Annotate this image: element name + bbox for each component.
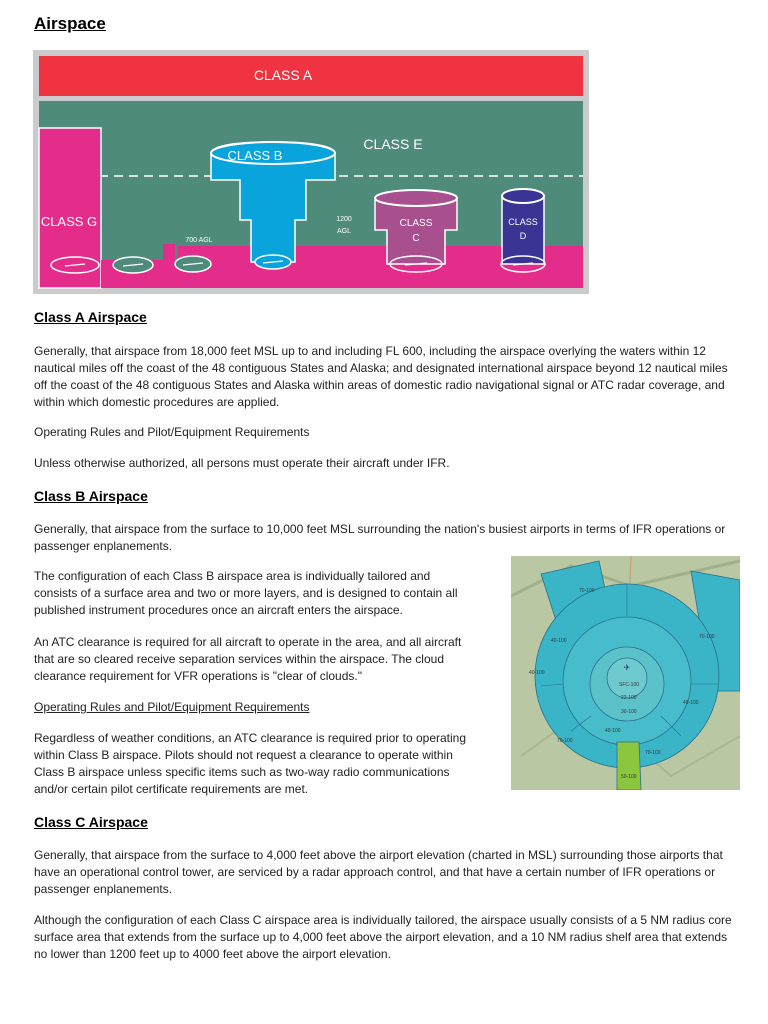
agl-1200-label-line2: AGL <box>336 228 352 235</box>
class-c-shape <box>375 198 457 264</box>
agl-700-label: 700 AGL <box>185 237 213 244</box>
agl-1200-label-line1: 1200 <box>336 216 352 223</box>
map-label: 70-100 <box>699 634 715 640</box>
map-label: 40-100 <box>605 728 621 734</box>
airport-symbol-icon: ✈ <box>623 663 631 672</box>
class-b-paragraph-2: The configuration of each Class B airspace area is individually tailored and consists of a surface area and two or more layers, and is designed to contain all published instrument procedures once an aircraft enters the airspace. <box>34 569 458 617</box>
class-a-paragraph-1: Generally, that airspace from 18,000 feet MSL up to and including FL 600, including the airspace overlying the waters within 12 nautical miles off the coast of the 48 contiguous States and Alaska; and designated international airspace beyond 12 nautical miles off the coast of the 48 contiguous States and Alaska within areas of domestic radio navigational signal or ATC radar coverage, and within which domestic procedures are applied. <box>34 344 728 409</box>
class-e-label: CLASS E <box>363 136 423 152</box>
map-label: 70-100 <box>645 750 661 756</box>
class-b-paragraph-1: Generally, that airspace from the surface to 10,000 feet MSL surrounding the nation's busiest airports in terms of IFR operations or passenger enplanements. <box>34 522 726 553</box>
class-g-block <box>39 128 101 288</box>
class-a-heading: Class A Airspace <box>34 309 147 325</box>
class-g-label: CLASS G <box>40 214 98 229</box>
green-tab <box>617 742 641 790</box>
map-label: 70-100 <box>579 588 595 594</box>
map-label: 40-100 <box>551 638 567 644</box>
map-label: 23-100 <box>621 695 637 701</box>
map-label: 49-100 <box>683 700 699 706</box>
page-title: Airspace <box>34 14 106 33</box>
class-b-paragraph-5: Regardless of weather conditions, an ATC clearance is required prior to operating within Class B airspace. Pilots should not request a clearance to operate within Class B airspace unless specific items such as two-way radio communications and/or certain pilot certificate requirements are met. <box>34 731 467 796</box>
class-d-label-line1: CLASS <box>508 217 538 227</box>
class-d-top-ellipse <box>502 189 544 203</box>
class-c-paragraph-1: Generally, that airspace from the surface to 4,000 feet above the airport elevation (charted in MSL) surrounding those airports that have an operational control tower, are serviced by a radar approach control, and that have a certain number of IFR operations or passenger enplanements. <box>34 848 723 896</box>
class-a-paragraph-3: Unless otherwise authorized, all persons must operate their aircraft under IFR. <box>34 456 450 470</box>
class-c-paragraph-2: Although the configuration of each Class C airspace area is individually tailored, the airspace usually consists of a 5 NM radius core surface area that extends from the surface up to 4,000 feet above the airport elevation, and a 10 NM radius shelf area that extends no lower than 1200 feet up to 4000 feet above the airport elevation. <box>34 913 732 961</box>
map-label: 30-100 <box>621 709 637 715</box>
map-label: 70-100 <box>557 738 573 744</box>
class-c-label-line1: CLASS <box>399 218 433 229</box>
class-d-label-line2: D <box>519 231 527 241</box>
class-c-top-ellipse <box>375 190 457 206</box>
class-c-heading: Class C Airspace <box>34 814 148 830</box>
class-c-label-line2: C <box>412 233 420 244</box>
map-label: 50-100 <box>621 774 637 780</box>
airspace-class-diagram <box>33 50 589 294</box>
class-a-paragraph-2: Operating Rules and Pilot/Equipment Requirements <box>34 425 310 439</box>
class-b-sectional-chart <box>511 556 740 790</box>
class-d-shape <box>502 196 544 264</box>
map-label: SFC-100 <box>619 682 640 688</box>
class-a-label: CLASS A <box>253 67 313 83</box>
map-label: 40-100 <box>529 670 545 676</box>
class-b-heading: Class B Airspace <box>34 488 148 504</box>
class-b-label: CLASS B <box>227 148 283 163</box>
class-b-paragraph-4: Operating Rules and Pilot/Equipment Requirements <box>34 700 310 714</box>
class-b-paragraph-3: An ATC clearance is required for all aircraft to operate in the area, and all aircraft that are so cleared receive separation services within the airspace. The cloud clearance requirement for VFR operations is "clear of clouds." <box>34 635 462 683</box>
